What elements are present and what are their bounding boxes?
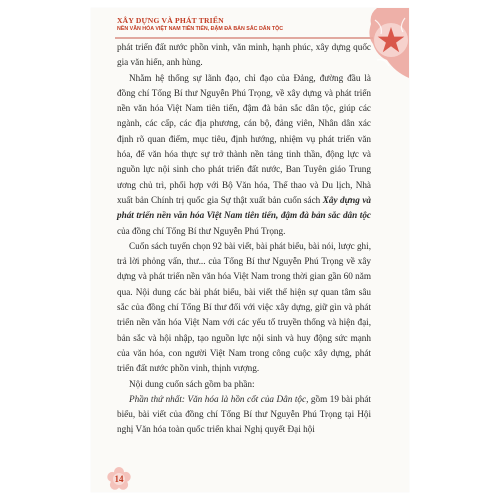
paragraph-5 (117, 392, 371, 438)
paragraph-2-text: Nhằm hệ thống sự lãnh đạo, chỉ đạo của Đảng, đường đầu là đồng chí Tổng Bí thư Nguyễn Phú Trọng, về xây dựng và phát triển nền văn hóa Việt Nam tiên tiến, đậm đà bản sắc dân tộc, giúp các ngành, các cấp, các địa phương, cán bộ, đảng viên, Nhân dân xác định rõ quan điểm, mục tiêu, định hướng, nhiệm vụ phát triển văn hóa, để văn hóa thực sự trở thành nền tảng tinh thần, động lực và nguồn lực nội sinh cho phát triển đất nước, Ban Tuyên giáo Trung ương chủ trì, phối hợp với Bộ Văn hóa, Thể thao và Du lịch, Nhà xuất bản Chính trị quốc gia Sự thật xuất bản cuốn sách (117, 72, 371, 205)
paragraph-2-tail: của đồng chí Tổng Bí thư Nguyễn Phú Trọng. (117, 225, 286, 236)
paragraph-3: Cuốn sách tuyển chọn 92 bài viết, bài phát biểu, bài nói, lược ghi, trả lời phỏng vấn, thư... của Tổng Bí thư Nguyễn Phú Trọng về xây dựng và phát triển nền văn hóa Việt Nam trong thời gian gần 60 năm qua. Nội dung các bài phát biểu, bài viết thể hiện sự quan tâm sâu sắc của đồng chí Tổng Bí thư đối với việc xây dựng, giữ gìn và phát triển nền văn hóa Việt Nam với các yếu tố truyền thống và hiện đại, bản sắc và hội nhập, tạo nguồn lực nội sinh và huy động sức mạnh của văn hóa, con người Việt Nam trong công cuộc xây dựng, phát triển đất nước phồn vinh, thịnh vượng. (117, 240, 371, 374)
book-title: Xây dựng và phát triển nền văn hóa Việt Nam tiên tiến, đậm đà bản sắc dân tộc (117, 194, 371, 221)
running-header (117, 17, 347, 33)
body-text (117, 40, 371, 438)
page-number: 14 (114, 474, 124, 484)
paragraph-2 (117, 71, 371, 239)
header-divider (115, 37, 373, 39)
header-title: XÂY DỰNG VÀ PHÁT TRIỂN (117, 16, 224, 25)
paragraph-5-text: gồm 19 bài phát biểu, bài viết của đồng chí Tổng Bí thư Nguyễn Phú Trọng tại Hội nghị Văn hóa toàn quốc triển khai Nghị quyết Đại hội (117, 393, 371, 435)
book-page (91, 8, 409, 492)
paragraph-4: Nội dung cuốn sách gồm ba phần: (129, 378, 255, 389)
part-one-label: Phần thứ nhất: Văn hóa là hồn cốt của Dân tộc, (129, 393, 309, 404)
page-number-badge (107, 467, 131, 491)
header-subtitle: NỀN VĂN HÓA VIỆT NAM TIÊN TIẾN, ĐẬM ĐÀ BẢN SẮC DÂN TỘC (117, 26, 284, 32)
paragraph-1: phát triển đất nước phồn vinh, văn minh, hạnh phúc, xây dựng quốc gia văn hiến, anh hùng. (117, 42, 371, 68)
